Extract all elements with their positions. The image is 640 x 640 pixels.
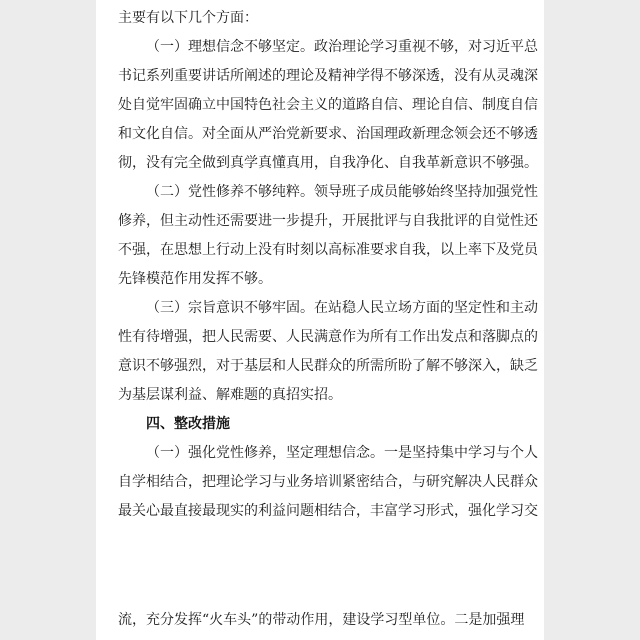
text-line: 为基层谋利益、解难题的真招实招。 [118,387,342,403]
text-line: 不强，在思想上行动上没有时刻以高标准要求自我，以上率下及党员 [118,242,538,258]
text-line: （一）强化党性修养，坚定理想信念。一是坚持集中学习与个人 [146,445,538,461]
text-line: 修养，但主动性还需要进一步提升，开展批评与自我批评的自觉性还 [118,213,538,229]
text-line: （二）党性修养不够纯粹。领导班子成员能够始终坚持加强党性 [146,184,538,200]
text-line: 最关心最直接最现实的利益问题相结合，丰富学习形式，强化学习交 [118,503,538,519]
section-heading: 四、整改措施 [146,416,230,432]
text-line: 自学相结合，把理论学习与业务培训紧密结合，与研究解决人民群众 [118,474,538,490]
text-line: 先锋模范作用发挥不够。 [118,271,272,287]
text-line: 和文化自信。对全面从严治党新要求、治国理政新理念领会还不够透 [118,126,538,142]
text-line: 性有待增强，把人民需要、人民满意作为所有工作出发点和落脚点的 [118,329,538,345]
text-line: 流，充分发挥“火车头”的带动作用，建设学习型单位。二是加强理 [118,612,525,628]
text-line: （三）宗旨意识不够牢固。在站稳人民立场方面的坚定性和主动 [146,300,538,316]
text-line: 意识不够强烈，对于基层和人民群众的所需所盼了解不够深入，缺乏 [118,358,538,374]
text-line: 处自觉牢固确立中国特色社会主义的道路自信、理论自信、制度自信 [118,97,538,113]
text-line: 书记系列重要讲话所阐述的理论及精神学得不够深透，没有从灵魂深 [118,68,538,84]
text-line: （一）理想信念不够坚定。政治理论学习重视不够，对习近平总 [146,39,538,55]
text-line: 彻，没有完全做到真学真懂真用，自我净化、自我革新意识不够强。 [118,155,538,171]
text-line: 主要有以下几个方面： [118,10,258,26]
document-page [96,0,544,640]
